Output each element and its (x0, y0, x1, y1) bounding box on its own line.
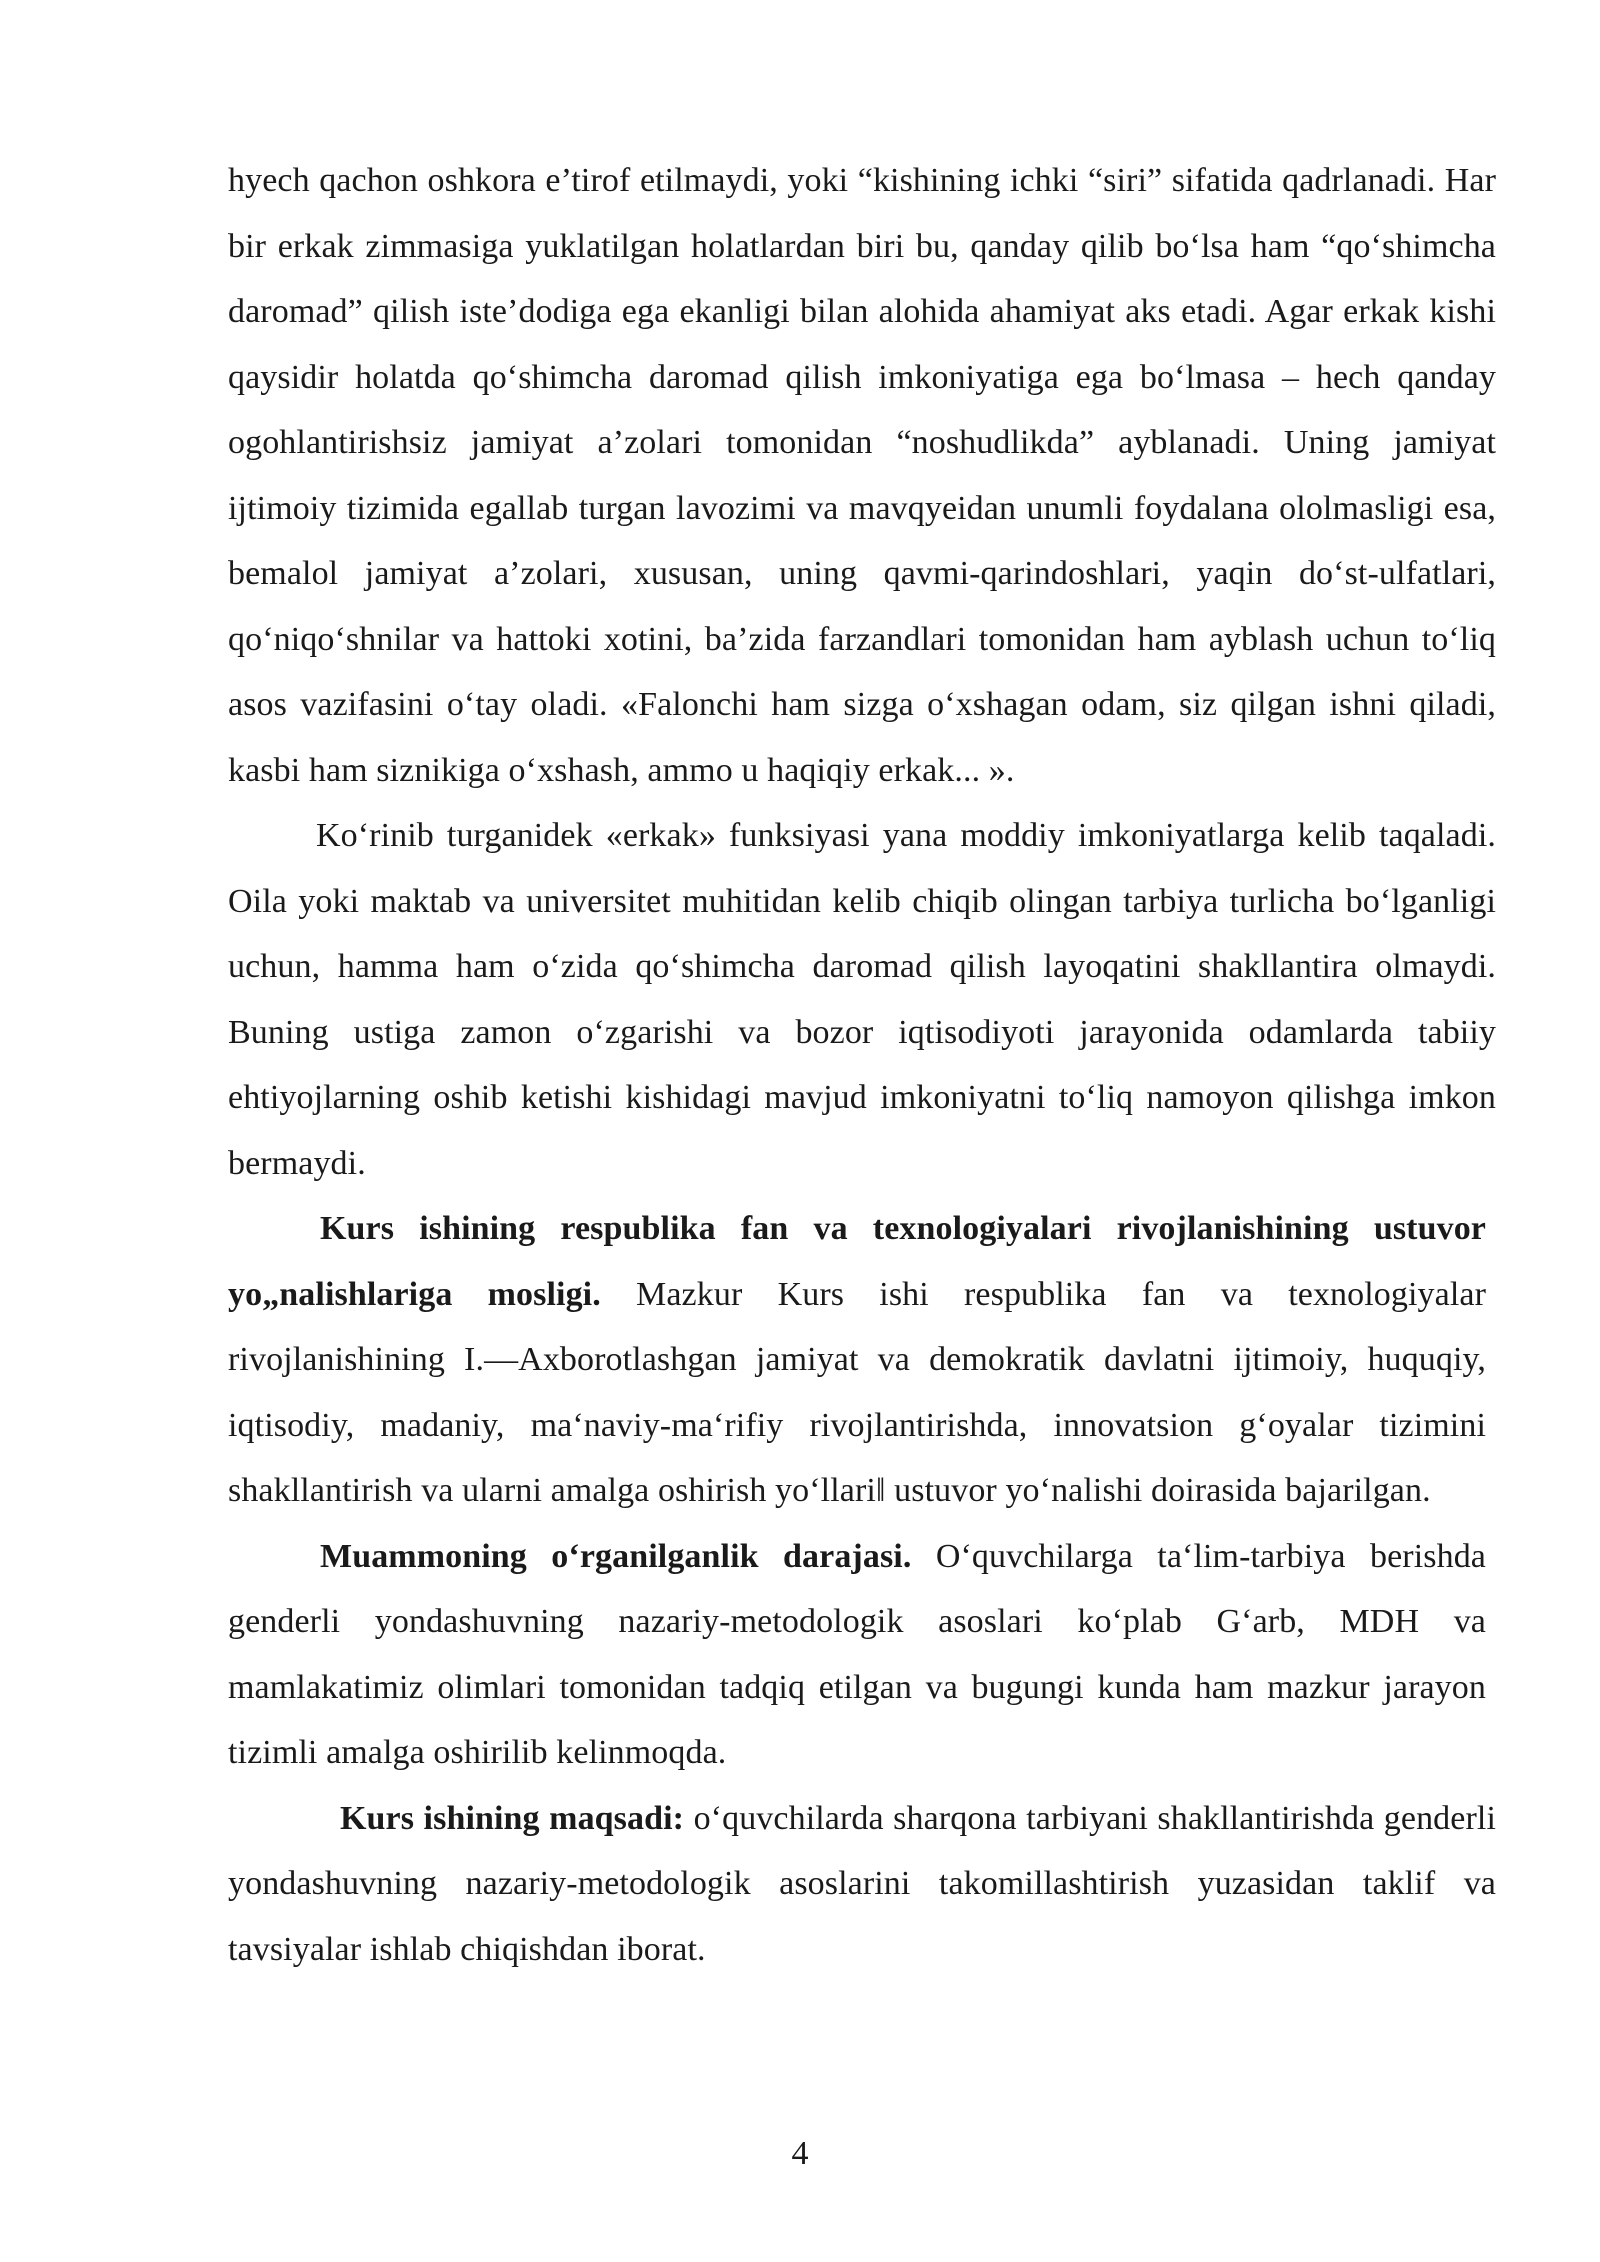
heading-research-priorities: Kurs ishining respublika fan va texnologiyalari rivojlanishining ustuvor yo„nalishlariga mosligi. (228, 1210, 1486, 1313)
paragraph-study-degree (228, 1524, 1486, 1786)
text-study-degree: O‘quvchilarga ta‘lim-tarbiya berishda genderli yondashuvning nazariy-metodologik asoslari ko‘plab G‘arb, MDH va mamlakatimiz olimlari tomonidan tadqiq etilgan va bugungi kunda ham mazkur jarayon tizimli amalga oshirilib kelinmoqda. (228, 1537, 1486, 1771)
text-objective: o‘quvchilarda sharqona tarbiyani shakllantirishda genderli yondashuvning nazariy-metodologik asoslarini takomillashtirish yuzasidan taklif va tavsiyalar ishlab chiqishdan iborat. (228, 1799, 1496, 1968)
paragraph-gender-roles: hyech qachon oshkora e’tirof etilmaydi, yoki “kishining ichki “siri” sifatida qadrlanadi. Har bir erkak zimmasiga yuklatilgan holatlardan biri bu, qanday qilib bo‘lsa ham “qo‘shimcha daromad” qilish iste’dodiga ega ekanligi bilan alohida ahamiyat aks etadi. Agar erkak kishi qaysidir holatda qo‘shimcha daromad qilish imkoniyatiga ega bo‘lmasa – hech qanday ogohlantirishsiz jamiyat a’zolari tomonidan “noshudlikda” ayblanadi. Uning jamiyat ijtimoiy tizimida egallab turgan lavozimi va mavqyeidan unumli foydalana ololmasligi esa, bemalol jamiyat a’zolari, xususan, uning qavmi-qarindoshlari, yaqin do‘st-ulfatlari, qo‘niqo‘shnilar va hattoki xotini, ba’zida farzandlari tomonidan ham ayblash uchun to‘liq asos vazifasini o‘tay oladi. «Falonchi ham sizga o‘xshagan odam, siz qilgan ishni qiladi, kasbi ham siznikiga o‘xshash, ammo u haqiqiy erkak... ». (228, 162, 1496, 789)
heading-objective: Kurs ishining maqsadi: (340, 1799, 685, 1837)
text-research-priorities: Mazkur Kurs ishi respublika fan va texnologiyalar rivojlanishining I.―Axborotlashgan jamiyat va demokratik davlatni ijtimoiy, huquqiy, iqtisodiy, madaniy, ma‘naviy-ma‘rifiy rivojlantirishda, innovatsion g‘oyalar tizimini shakllantirish va ularni amalga oshirish yo‘llari‖ ustuvor yo‘nalishi doirasida bajarilgan. (228, 1275, 1487, 1509)
paragraph-material-means: Ko‘rinib turganidek «erkak» funksiyasi yana moddiy imkoniyatlarga kelib taqaladi. Oila yoki maktab va universitet muhitidan kelib chiqib olingan tarbiya turlicha bo‘lganligi uchun, hamma ham o‘zida qo‘shimcha daromad qilish layoqatini shakllantira olmaydi. Buning ustiga zamon o‘zgarishi va bozor iqtisodiyoti jarayonida odamlarda tabiiy ehtiyojlarning oshib ketishi kishidagi mavjud imkoniyatni to‘liq namoyon qilishga imkon bermaydi. (228, 817, 1496, 1182)
page-body (228, 148, 1496, 1982)
page-number: 4 (791, 2135, 809, 2172)
paragraph-objective (228, 1786, 1496, 1983)
paragraph-research-priorities (228, 1196, 1486, 1524)
heading-study-degree: Muammoning o‘rganilganlik darajasi. (320, 1537, 912, 1575)
